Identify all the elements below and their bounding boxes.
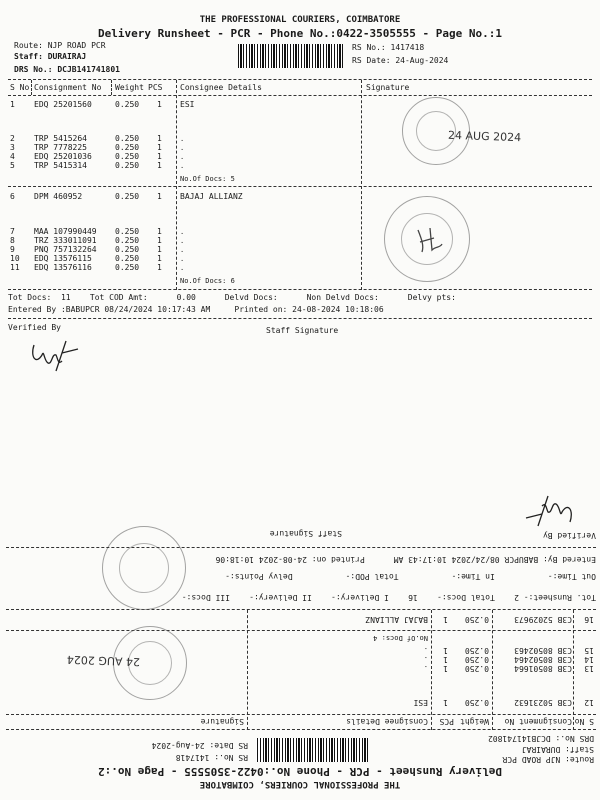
row-weight: 0.250 <box>115 254 140 263</box>
route-label: Route: NJP ROAD PCR <box>14 41 106 50</box>
staff-signature: Staff Signature <box>269 529 342 538</box>
col-weight: Weight <box>460 717 489 726</box>
consignee-dots: . . . <box>423 646 428 672</box>
row-pcs: 1 <box>157 152 162 161</box>
row-weight: 0.250 <box>115 192 140 201</box>
row-weight: 0.250 <box>115 236 140 245</box>
row-sno: 13 <box>584 664 594 673</box>
row-consignment: C3B 80501664 <box>514 664 572 673</box>
totals-line: Tot Docs: 11 Tot COD Amt: 0.00 Delvd Docs: Non Delvd Docs: Delvy pts: <box>8 293 456 302</box>
row-sno: 9 <box>10 245 15 254</box>
route-label: Route: NJP ROAD PCR <box>502 755 594 764</box>
table-row <box>0 263 600 273</box>
row-consignment: TRP 5415264 <box>34 134 87 143</box>
col-sep <box>31 80 32 95</box>
row-sno: 8 <box>10 236 15 245</box>
row-consignment: TRP 7778225 <box>34 143 87 152</box>
col-consignee: Consignee Details <box>346 717 428 726</box>
totals-line: Tot. Runsheet:- 2 Total Docs:- 16 I Delivery:- II Delivery:- III Docs:- <box>181 593 596 602</box>
staff-label: Staff: DURAIRAJ <box>521 745 594 754</box>
divider <box>6 609 596 610</box>
row-sno: 11 <box>10 263 20 272</box>
row-consignment: MAA 107990449 <box>34 227 97 236</box>
row-sno: 1 <box>10 100 15 109</box>
row-consignment: TRP 5415314 <box>34 161 87 170</box>
verifier-signature <box>510 492 580 532</box>
no-of-docs: No.Of Docs: 5 <box>180 175 235 183</box>
drs-number: DRS No.: DCJB141741801 <box>14 65 120 74</box>
row-weight: 0.250 <box>464 698 489 707</box>
runsheet-subtitle: Delivery Runsheet - PCR - Phone No.:0422-3505555 - Page No.:1 <box>98 27 502 40</box>
row-sno: 4 <box>10 152 15 161</box>
rs-number: RS No.: 1417418 <box>175 753 248 762</box>
table-row <box>0 614 600 624</box>
col-sno: S No <box>574 717 594 726</box>
staff-label: Staff: DURAIRAJ <box>14 52 87 61</box>
row-sno: 10 <box>10 254 20 263</box>
row-consignment: TRZ 333011091 <box>34 236 97 245</box>
row-pcs: 1 <box>157 236 162 245</box>
verifier-signature <box>26 335 96 375</box>
staff-signature: Staff Signature <box>266 326 339 335</box>
row-weight: 0.250 <box>115 152 140 161</box>
table-row <box>0 697 600 707</box>
rs-date: RS Date: 24-Aug-2024 <box>352 56 449 65</box>
row-weight: 0.250 <box>115 227 140 236</box>
no-of-docs: No.Of Docs: 6 <box>180 277 235 285</box>
row-consignment: EDQ 25201036 <box>34 152 92 161</box>
row-weight: 0.250 <box>115 143 140 152</box>
table-header <box>0 716 600 726</box>
row-weight: 0.250 <box>115 100 140 109</box>
row-sno: 3 <box>10 143 15 152</box>
row-consignment: PNQ 757132264 <box>34 245 97 254</box>
row-pcs: 1 <box>157 161 162 170</box>
divider <box>8 318 592 319</box>
row-consignment: C3B 52029673 <box>514 615 572 624</box>
divider <box>6 547 596 548</box>
row-pcs: 1 <box>443 698 448 707</box>
stamp-signature <box>410 220 450 260</box>
divider <box>6 714 596 715</box>
row-sno: 6 <box>10 192 15 201</box>
rs-number: RS No.: 1417418 <box>352 43 425 52</box>
row-sno: 14 <box>584 655 594 664</box>
row-consignment: EDQ 13576116 <box>34 263 92 272</box>
company-title: THE PROFESSIONAL COURIERS, COIMBATORE <box>199 15 401 25</box>
table-row <box>0 100 600 110</box>
date-stamp: 24 AUG 2024 <box>66 652 141 669</box>
drs-number: DRS No.: DCJB141741802 <box>488 734 594 743</box>
row-pcs: 1 <box>157 100 162 109</box>
divider <box>8 79 592 80</box>
row-pcs: 1 <box>157 227 162 236</box>
runsheet-page-2 <box>0 400 600 800</box>
consignee-stamp <box>102 526 186 610</box>
consignee-name: ESI <box>413 698 428 707</box>
row-weight: 0.250 <box>464 655 489 664</box>
entered-by: Entered By :BABUPCR 08/24/2024 10:17:43 AM Printed on: 24-08-2024 10:18:06 <box>8 305 384 314</box>
divider <box>8 289 592 290</box>
consignee-name: BAJAJ ALLIANZ <box>365 615 428 624</box>
row-pcs: 1 <box>443 664 448 673</box>
row-weight: 0.250 <box>464 664 489 673</box>
barcode <box>256 738 368 762</box>
row-consignment: C3B 80502463 <box>514 646 572 655</box>
row-consignment: C3B 80502464 <box>514 655 572 664</box>
row-weight: 0.250 <box>115 161 140 170</box>
row-pcs: 1 <box>157 254 162 263</box>
row-sno: 5 <box>10 161 15 170</box>
row-pcs: 1 <box>157 143 162 152</box>
divider <box>6 729 596 730</box>
row-pcs: 1 <box>443 615 448 624</box>
row-weight: 0.250 <box>464 646 489 655</box>
row-sno: 15 <box>584 646 594 655</box>
row-sno: 12 <box>584 698 594 707</box>
divider <box>6 630 596 631</box>
table-row <box>0 192 600 202</box>
col-pcs: PCS <box>439 717 454 726</box>
row-consignment: EDQ 13576115 <box>34 254 92 263</box>
row-consignment: EDQ 25201560 <box>34 100 92 109</box>
row-sno: 16 <box>584 615 594 624</box>
consignee-name: ESI <box>180 100 195 109</box>
verified-by: Verified By <box>8 323 61 332</box>
verified-by: Verified By <box>543 531 596 540</box>
col-weight: Weight <box>115 83 144 92</box>
col-pcs: PCS <box>148 83 163 92</box>
table-row <box>0 161 600 171</box>
runsheet-subtitle: Delivery Runsheet - PCR - Phone No.:0422-3505555 - Page No.:2 <box>98 765 502 778</box>
entered-by: Entered By: BABUPCR 08/24/2024 10:17:43 AM Printed on: 24-08-2024 10:18:06 <box>215 555 596 564</box>
col-signature: Signature <box>200 717 244 726</box>
row-pcs: 1 <box>157 263 162 272</box>
row-consignment: DPM 460952 <box>34 192 83 201</box>
row-pcs: 1 <box>443 646 448 655</box>
row-weight: 0.250 <box>464 615 489 624</box>
divider <box>8 95 592 96</box>
row-pcs: 1 <box>157 245 162 254</box>
row-sno: 7 <box>10 227 15 236</box>
times-line: Out Time:- In Time:- Total POD:- Delvy Points:- <box>225 572 596 581</box>
rs-date: RS Date: 24-Aug-2024 <box>151 741 248 750</box>
row-weight: 0.250 <box>115 245 140 254</box>
row-pcs: 1 <box>157 192 162 201</box>
row-pcs: 1 <box>157 134 162 143</box>
table-header <box>0 83 600 93</box>
date-stamp: 24 AUG 2024 <box>447 128 522 145</box>
col-consignee: Consignee Details <box>180 83 262 92</box>
col-consignment: Consignment No <box>504 717 572 726</box>
no-of-docs: No.Of Docs: 4 <box>373 634 428 642</box>
col-signature: Signature <box>366 83 410 92</box>
col-sep <box>111 80 112 95</box>
row-pcs: 1 <box>443 655 448 664</box>
consignee-dots: . . . . <box>180 135 185 170</box>
row-weight: 0.250 <box>115 263 140 272</box>
consignee-name: BAJAJ ALLIANZ <box>180 192 243 201</box>
row-sno: 2 <box>10 134 15 143</box>
row-weight: 0.250 <box>115 134 140 143</box>
row-consignment: C3B 50231632 <box>514 698 572 707</box>
col-consignment: Consignment No <box>34 83 102 92</box>
col-sno: S No <box>10 83 30 92</box>
divider <box>8 186 592 187</box>
consignee-dots: . . . . . <box>180 228 185 272</box>
company-title: THE PROFESSIONAL COURIERS, COIMBATORE <box>199 779 401 789</box>
barcode <box>238 44 343 68</box>
